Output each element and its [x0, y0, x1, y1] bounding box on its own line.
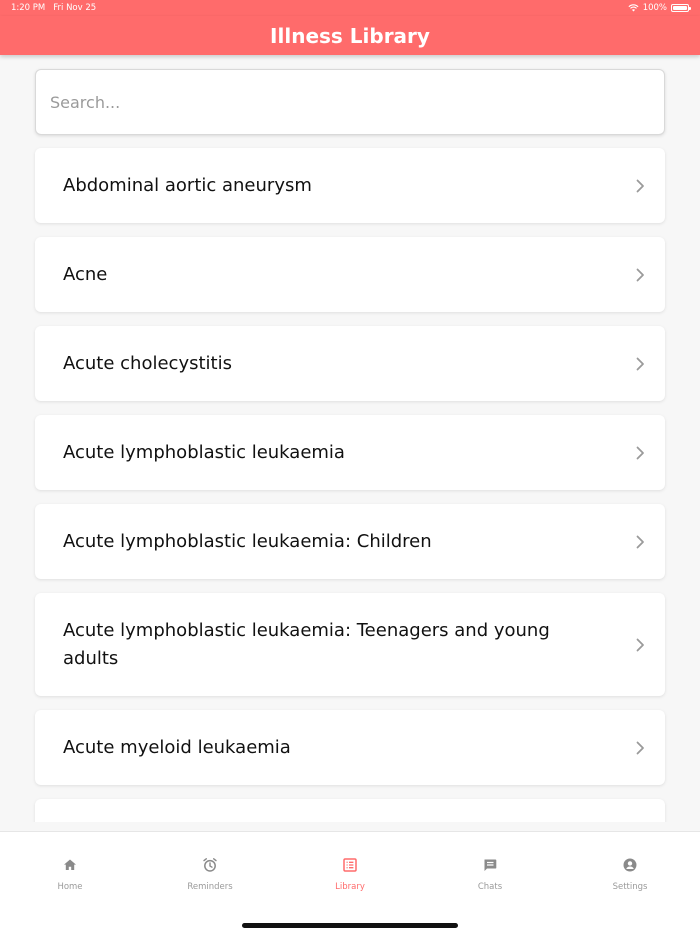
- list-item-label: Acne: [63, 263, 108, 285]
- chat-bubble-icon: [482, 857, 498, 873]
- battery-percent: 100%: [642, 3, 667, 13]
- bottom-nav: [0, 831, 700, 934]
- nav-reminders[interactable]: [160, 857, 260, 892]
- nav-chats-label: Chats: [477, 882, 503, 892]
- chevron-right-icon: [633, 179, 647, 193]
- status-date: Fri Nov 25: [53, 3, 97, 13]
- search-box[interactable]: [35, 69, 665, 135]
- chevron-right-icon: [633, 446, 647, 460]
- list-item[interactable]: [35, 593, 665, 696]
- list-item[interactable]: [35, 148, 665, 223]
- list-item-label: Abdominal aortic aneurysm: [63, 174, 312, 196]
- list-item[interactable]: [35, 415, 665, 490]
- list-item[interactable]: [35, 504, 665, 579]
- chevron-right-icon: [633, 357, 647, 371]
- list-item[interactable]: [35, 237, 665, 312]
- chevron-right-icon: [633, 268, 647, 282]
- nav-settings[interactable]: [580, 857, 680, 892]
- list-item[interactable]: [35, 326, 665, 401]
- battery-icon: [671, 4, 689, 12]
- status-time: 1:20 PM: [11, 3, 46, 13]
- wifi-icon: [628, 4, 639, 12]
- alarm-clock-icon: [202, 857, 218, 873]
- nav-home-label: Home: [57, 882, 83, 892]
- user-circle-icon: [622, 857, 638, 873]
- list-item-label: Acute myeloid leukaemia: [63, 736, 291, 758]
- nav-reminders-label: Reminders: [187, 882, 233, 892]
- home-icon: [62, 857, 78, 873]
- list-item[interactable]: [35, 710, 665, 785]
- list-item-label: Acute cholecystitis: [63, 352, 232, 374]
- page-title: Illness Library: [270, 23, 430, 48]
- nav-chats[interactable]: [440, 857, 540, 892]
- nav-library[interactable]: [300, 857, 400, 892]
- chevron-right-icon: [633, 535, 647, 549]
- chevron-right-icon: [633, 741, 647, 755]
- nav-library-label: Library: [335, 882, 365, 892]
- status-bar: [0, 0, 700, 16]
- list-item-label: Acute lymphoblastic leukaemia: Teenagers and young adults: [63, 619, 550, 669]
- list-icon: [342, 857, 358, 873]
- chevron-right-icon: [633, 638, 647, 652]
- app-bar: [0, 16, 700, 55]
- nav-home[interactable]: [20, 857, 120, 892]
- illness-list: [35, 148, 665, 822]
- home-indicator: [242, 923, 458, 928]
- list-item-label: Acute lymphoblastic leukaemia: Children: [63, 530, 432, 552]
- illness-library-content[interactable]: [0, 55, 700, 822]
- search-input[interactable]: [50, 70, 664, 134]
- list-item[interactable]: [35, 799, 665, 822]
- nav-settings-label: Settings: [612, 882, 648, 892]
- list-item-label: Acute lymphoblastic leukaemia: [63, 441, 345, 463]
